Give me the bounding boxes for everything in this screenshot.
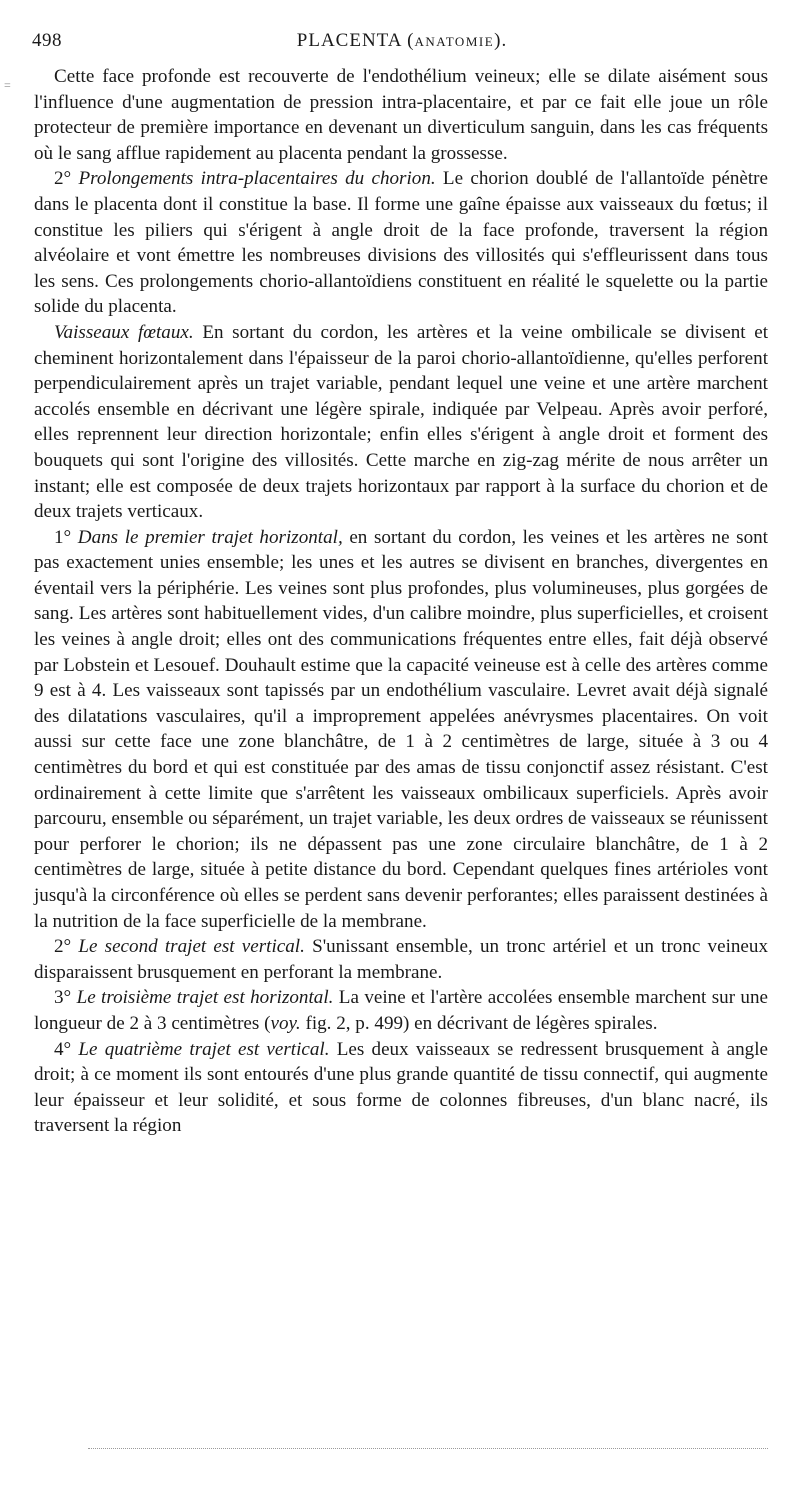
paragraph-6 [34,985,768,1036]
paragraph-number: 2° [54,936,79,958]
paragraph-heading: Le second trajet est vertical. [78,936,305,958]
paragraph-text: fig. 2, p. 499) en décrivant de légères spirales. [300,1012,658,1034]
paragraph-heading: Dans le premier trajet horizontal, [77,526,343,548]
margin-mark: = [4,78,11,92]
paragraph-text: Le chorion doublé de l'allantoïde pénètre dans le placenta dont il constitue la base. Il forme une gaîne épaisse aux vaisseaux du fœtus; il constitue les piliers qui s'érigent à angle droit de la face profonde, traversent la région alvéolaire et vont émettre les nombreuses divisions des villosités qui s'effleurissent dans tous les sens. Ces prolongements chorio-allantoïdiens constituent en réalité le squelette ou la partie solide du placenta. [34,168,768,318]
paragraph-heading: Prolongements intra-placentaires du chorion. [78,168,436,190]
paragraph-5 [34,934,768,985]
paragraph-1 [34,64,768,166]
page-number: 498 [32,30,62,51]
paragraph-heading: Le quatrième trajet est vertical. [78,1038,330,1060]
page-header [32,30,772,56]
paragraph-number: 2° [54,168,79,190]
cross-reference: voy. [270,1012,301,1034]
paragraph-3 [34,320,768,525]
running-head-section: ANATOMIE [414,34,495,49]
running-head [32,30,772,52]
paragraph-7 [34,1037,768,1139]
paragraph-text: Les deux vaisseaux se redressent brusquement à angle droit; à ce moment ils sont entourés d'une plus grande quantité de tissu connectif, qui augmente leur épaisseur et leur solidité, et sous forme de colonnes fibreuses, d'un blanc nacré, ils traversent la région [34,1038,768,1137]
paragraph-number: 1° [54,526,78,548]
paragraph-text: La veine et l'artère accolées ensemble marchent sur une longueur de 2 à 3 centimètres ( [34,987,769,1034]
running-head-title: PLACENTA ( [296,30,415,51]
paragraph-4 [34,525,768,935]
paragraph-text: En sortant du cordon, les artères et la veine ombilicale se divisent et cheminent horizontalement dans l'épaisseur de la paroi chorio-allantoïdienne, qu'elles perforent perpendiculairement après un trajet variable, pendant lequel une veine et une artère marchent accolés ensemble en décrivant une légère spirale, indiquée par Velpeau. Après avoir perforé, elles reprennent leur direction horizontale; enfin elles s'érigent à angle droit et forment des bouquets qui sont l'origine des villosités. Cette marche en zig-zag mérite de nous arrêter un instant; elle est composée de deux trajets horizontaux par rapport à la surface du chorion et de deux trajets verticaux. [34,321,768,523]
paragraph-number: 3° [54,987,77,1009]
footer-rule [88,1448,768,1449]
paragraph-2 [34,166,768,320]
paragraph-number: 4° [54,1038,79,1060]
running-head-close: ). [494,30,508,51]
paragraph-text: S'unissant ensemble, un tronc artériel et un tronc veineux disparaissent brusquement en perforant la membrane. [34,936,768,983]
paragraph-heading: Vaisseaux fœtaux. [54,321,194,343]
paragraph-text: Cette face profonde est recouverte de l'endothélium veineux; elle se dilate aisément sous l'influence d'une augmentation de pression intra-placentaire, et par ce fait elle joue un rôle protecteur de première importance en devenant un diverticulum sanguin, dans les cas fréquents où le sang afflue rapidement au placenta pendant la grossesse. [34,66,768,164]
paragraph-heading: Le troisième trajet est horizontal. [76,987,334,1009]
paragraph-text: en sortant du cordon, les veines et les artères ne sont pas exactement unies ensemble; les unes et les autres se divisent en branches, divergentes en éventail vers la périphérie. Les veines sont plus profondes, plus volumineuses, plus gorgées de sang. Les artères sont habituellement vides, d'un calibre moindre, plus superficielles, et croisent les veines à angle droit; elles ont des communications fréquentes entre elles, fait déjà observé par Lobstein et Lesouef. Douhault estime que la capacité veineuse est à celle des artères comme 9 est à 4. Les vaisseaux sont tapissés par un endothélium vasculaire. Levret avait déjà signalé des dilatations vasculaires, qu'il a improprement appelées anévrysmes placentaires. On voit aussi sur cette face une zone blanchâtre, de 1 à 2 centimètres de large, située à 3 ou 4 centimètres du bord et qui est constituée par des amas de tissu conjonctif assez résistant. C'est ordinairement à cette limite que s'arrêtent les vaisseaux ombilicaux superficiels. Après avoir parcouru, ensemble ou séparément, un trajet variable, les deux ordres de vaisseaux se réunissent pour perforer le chorion; ils ne dépassent pas une zone circulaire blanchâtre, de 1 à 2 centimètres de large, située à petite distance du bord. Cependant quelques fines artérioles vont jusqu'à la circonférence où elles se perdent sans devenir perforantes; elles paraissent destinées à la nutrition de la face superficielle de la membrane. [34,526,768,932]
body-text [34,64,768,1139]
